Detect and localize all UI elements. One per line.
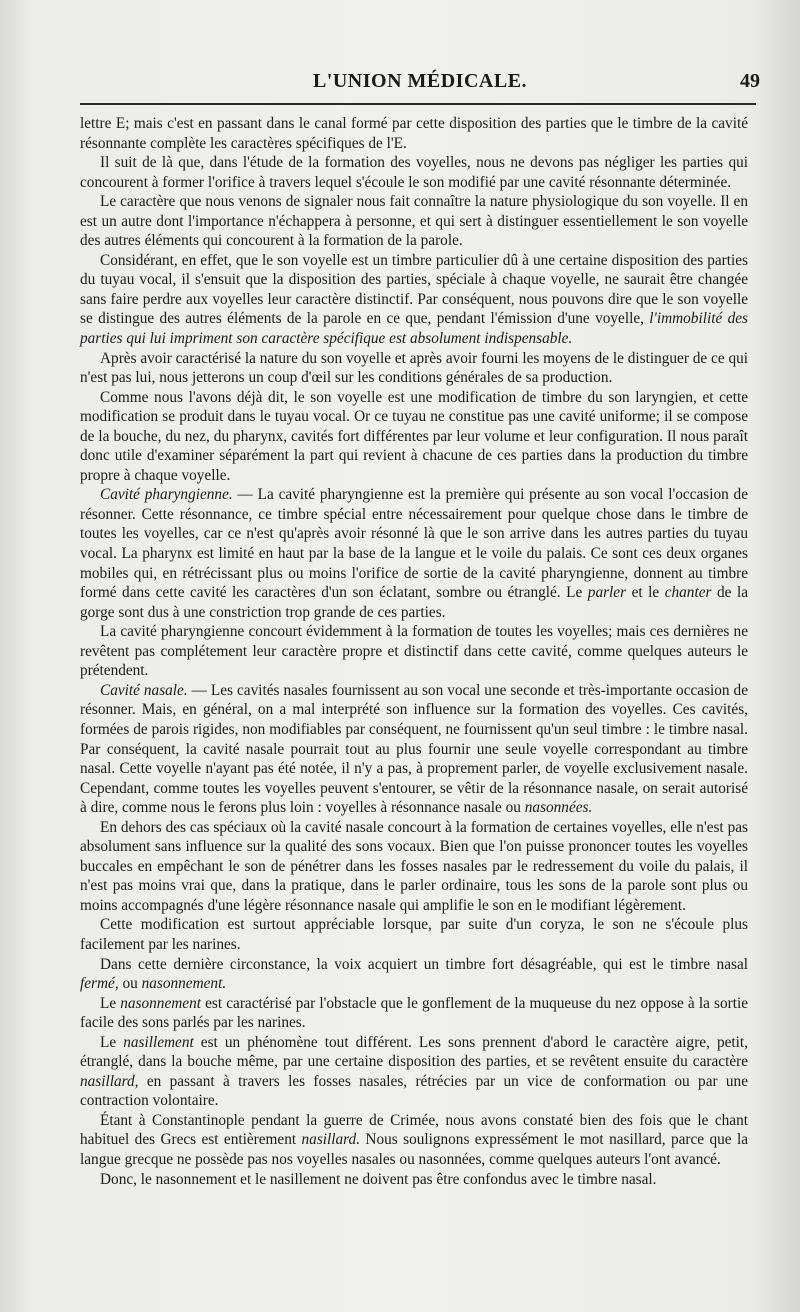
paragraph-p01 (80, 114, 748, 153)
paragraph-p13 (80, 994, 748, 1033)
text-run: de la gorge sont dus à une constriction trop grande de ces parties. (80, 584, 748, 621)
italic-text: l'immobilité des parties qui lui impriment son caractère spécifique est absolument indispensable. (80, 310, 748, 348)
text-run: Le (100, 994, 121, 1012)
text-run: lettre E; mais c'est en passant dans le canal formé par cette disposition des parties que le timbre de la cavité résonnante complète les caractères spécifiques de l'E. (80, 115, 748, 152)
paragraph-p04 (80, 251, 748, 349)
text-run: Comme nous l'avons déjà dit, le son voyelle est une modification de timbre du son laryngien, et cette modification se produit dans le tuyau vocal. Or ce tuyau ne constitue pas une cavité uniforme; il se compose de la bouche, du nez, du pharynx, cavités fort différentes par leur volume et leur configuration. Il nous paraît donc utile d'examiner séparément la part qui revient à chacune de ces parties dans la production du timbre propre à chaque voyelle. (80, 388, 748, 484)
text-run: Dans cette dernière circonstance, la voix acquiert un timbre fort désagréable, qui est le timbre nasal (100, 955, 748, 973)
text-run: La cavité pharyngienne concourt évidemment à la formation de toutes les voyelles; mais ces dernières ne revêtent pas complétement leur caractère propre et distinctif dans cette cavité, comme quelques auteurs le prétendent. (80, 623, 748, 680)
italic-text: nasonnement. (141, 975, 227, 993)
paragraph-p16 (80, 1170, 748, 1190)
paragraph-p11 (80, 915, 748, 954)
text-run: En dehors des cas spéciaux où la cavité nasale concourt à la formation de certaines voyelles, elle n'est pas absolument sans influence sur la qualité des sons vocaux. Bien que l'on puisse prononcer toutes les voyelles buccales en empêchant le son de pénétrer dans les fosses nasales par le redressement du voile du palais, il n'est pas moins vrai que, dans la pratique, dans le parler ordinaire, tous les sons de la parole sont plus ou moins accompagnés d'une légère résonnance nasale qui amplifie le son en le modifiant légèrement. (80, 818, 748, 914)
paragraph-p09 (80, 681, 748, 818)
italic-text: nasonnement (120, 994, 201, 1012)
paragraph-p05 (80, 349, 748, 388)
text-run: Étant à Constantinople pendant la guerre de Crimée, nous avons constaté bien des fois que le chant habituel des Grecs est entièrement (80, 1111, 748, 1149)
text-run: — La cavité pharyngienne est la première qui présente au son vocal l'occasion de résonner. Cette résonnance, ce timbre spécial entre nécessairement pour quelque chose dans le timbre de toutes les voyelles, car ce n'est qu'après avoir résonné là que le son arrive dans les autres parties du tuyau vocal. La pharynx est limité en haut par la base de la langue et le voile du palais. Ce sont ces deux organes mobiles qui, en rétrécissant plus ou moins l'orifice de sortie de la cavité pharyngienne, donnent au timbre formé dans cette cavité les caractères d'un son éclatant, sombre ou étranglé. Le (80, 486, 748, 602)
italic-text: nasillard. (301, 1131, 361, 1149)
italic-text: fermé, (80, 975, 119, 993)
paragraph-p06 (80, 388, 748, 486)
text-run: est un phénomène tout différent. Les sons prennent d'abord le caractère aigre, petit, étranglé, dans la bouche même, par une certaine disposition des parties, et se revêtent ensuite du caractère (80, 1033, 748, 1071)
text-run: Considérant, en effet, que le son voyelle est un timbre particulier dû à une certaine disposition des parties du tuyau vocal, il s'ensuit que la disposition des parties, spéciale à chaque voyelle, ne saurait être changée sans faire perdre aux voyelles leur caractère distinctif. Par conséquent, nous pouvons dire que le son voyelle se distingue des autres éléments de la parole en ce que, pendant l'émission d'une voyelle, (80, 251, 748, 328)
text-run: en passant à travers les fosses nasales, rétrécies par un vice de conformation ou par une contraction volontaire. (80, 1072, 748, 1110)
italic-text: nasillement (123, 1033, 194, 1051)
italic-text: parler (587, 584, 627, 602)
text-run: Après avoir caractérisé la nature du son voyelle et après avoir fourni les moyens de le distinguer de ce qui n'est pas lui, nous jetterons un coup d'œil sur les conditions générales de sa production. (80, 349, 748, 387)
paragraph-p02 (80, 153, 748, 192)
italic-text: nasonnées. (524, 799, 593, 817)
text-run: Nous soulignons expressément le mot nasillard, parce que la langue grecque ne possède pas nos voyelles nasales ou nasonnées, comme quelques auteurs l'ont avancé. (80, 1131, 748, 1168)
text-run: Le (100, 1033, 124, 1051)
paragraph-p14 (80, 1033, 748, 1111)
paragraph-p10 (80, 818, 748, 916)
page-header (80, 70, 760, 100)
text-run: ou (118, 975, 142, 993)
text-run: Le caractère que nous venons de signaler nous fait connaître la nature physiologique du son voyelle. Il en est un autre dont l'importance n'échappera à personne, et qui sert à distinguer essentiellement le son voyelle des autres éléments qui concourent à la formation de la parole. (80, 193, 748, 250)
text-run: — Les cavités nasales fournissent au son vocal une seconde et très-importante occasion de résonner. Mais, en général, on a mal interprété son influence sur la formation des voyelles. Ces cavités, formées de parois rigides, non modifiables par conséquent, ne fournissent qu'un seul timbre : le timbre nasal. Par conséquent, la cavité nasale pourrait tout au plus fournir une seule voyelle correspondant au timbre nasal. Cette voyelle n'ayant pas été notée, il n'y a pas, à proprement parler, de voyelle exclusivement nasale. Cependant, comme toutes les voyelles peuvent s'entourer, se vêtir de la résonnance nasale, on serait autorisé à dire, comme nous le ferons plus loin : voyelles à résonnance nasale ou (80, 681, 748, 817)
text-run: Cette modification est surtout appréciable lorsque, par suite d'un coryza, le son ne s'écoule plus facilement par les narines. (80, 916, 748, 953)
italic-text: nasillard, (80, 1072, 139, 1090)
italic-text: chanter (664, 584, 712, 602)
page-number: 49 (740, 70, 760, 92)
paragraph-p03 (80, 192, 748, 251)
paragraph-p08 (80, 622, 748, 681)
paragraph-p12 (80, 955, 748, 994)
text-run: et le (626, 584, 665, 602)
text-run: est caractérisé par l'obstacle que le gonflement de la muqueuse du nez oppose à la sortie facile des sons parlés par les narines. (80, 994, 748, 1032)
header-rule (80, 103, 756, 105)
text-run: Il suit de là que, dans l'étude de la formation des voyelles, nous ne devons pas négliger les parties qui concourent à former l'orifice à travers lequel s'écoule le son modifié par une cavité résonnante déterminée. (80, 154, 748, 191)
paragraph-p07 (80, 485, 748, 622)
italic-text: Cavité nasale. (100, 681, 188, 699)
body-text (80, 114, 748, 1189)
text-run: Donc, le nasonnement et le nasillement ne doivent pas être confondus avec le timbre nasal. (100, 1170, 657, 1188)
italic-text: Cavité pharyngienne. (100, 486, 233, 504)
running-title: L'UNION MÉDICALE. (312, 70, 528, 92)
paragraph-p15 (80, 1111, 748, 1170)
